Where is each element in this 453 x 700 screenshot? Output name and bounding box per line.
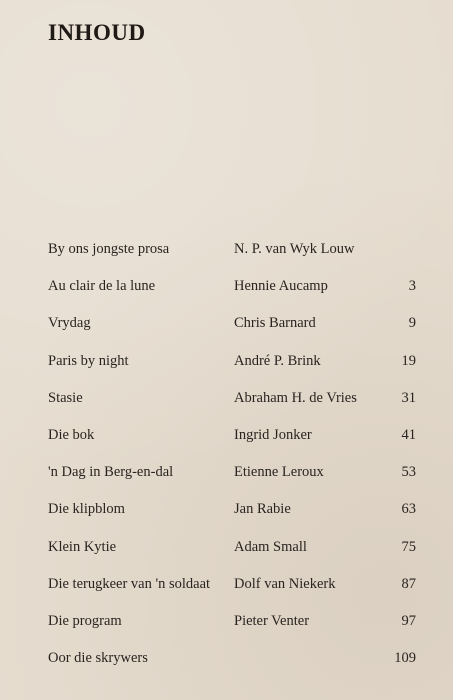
toc-entry xyxy=(48,501,418,538)
toc-entry xyxy=(48,278,418,315)
author-name: Etienne Leroux xyxy=(234,464,324,481)
story-title: Oor die skrywers xyxy=(48,650,148,667)
toc-entry xyxy=(48,390,418,427)
story-title: Stasie xyxy=(48,389,83,406)
author-name: N. P. van Wyk Louw xyxy=(234,241,355,257)
story-title: Die klipblom xyxy=(48,501,125,518)
story-title: Die bok xyxy=(48,426,95,443)
author-name: André P. Brink xyxy=(234,352,321,369)
author-name: Ingrid Jonker xyxy=(234,426,312,443)
page-number: 41 xyxy=(401,426,416,443)
page-number: 75 xyxy=(401,538,416,555)
page-title: INHOUD xyxy=(48,20,146,45)
toc-entry xyxy=(48,613,418,650)
toc-entry xyxy=(48,353,418,390)
page-number: 97 xyxy=(401,612,416,629)
page-number: 87 xyxy=(401,575,416,592)
author-name: Jan Rabie xyxy=(234,501,291,518)
author-name: Abraham H. de Vries xyxy=(234,389,357,406)
page-number: 9 xyxy=(408,315,416,332)
toc-entry xyxy=(48,576,418,613)
page-number: 31 xyxy=(401,389,416,406)
author-name: Chris Barnard xyxy=(234,315,316,332)
toc-entry xyxy=(48,427,418,464)
author-name: Dolf van Niekerk xyxy=(234,575,336,592)
toc-entry xyxy=(48,241,418,278)
toc-entry xyxy=(48,650,418,687)
table-of-contents xyxy=(48,241,418,687)
story-title: Die terugkeer van 'n soldaat xyxy=(48,575,211,592)
story-title: Die program xyxy=(48,612,122,629)
author-name: Pieter Venter xyxy=(234,612,310,629)
story-title: Vrydag xyxy=(48,315,91,332)
toc-entry xyxy=(48,464,418,501)
toc-entry xyxy=(48,315,418,352)
page-number: 109 xyxy=(394,650,416,667)
page-number: 63 xyxy=(401,501,416,518)
toc-entry xyxy=(48,539,418,576)
story-title: By ons jongste prosa xyxy=(48,241,170,257)
author-name: Adam Small xyxy=(234,538,307,555)
page-number: 53 xyxy=(401,464,416,481)
story-title: Paris by night xyxy=(48,352,129,369)
story-title: 'n Dag in Berg-en-dal xyxy=(48,464,174,481)
page-number: 3 xyxy=(408,278,416,295)
page-number: 19 xyxy=(401,352,416,369)
story-title: Klein Kytie xyxy=(48,538,117,555)
author-name: Hennie Aucamp xyxy=(234,278,328,295)
story-title: Au clair de la lune xyxy=(48,278,156,295)
